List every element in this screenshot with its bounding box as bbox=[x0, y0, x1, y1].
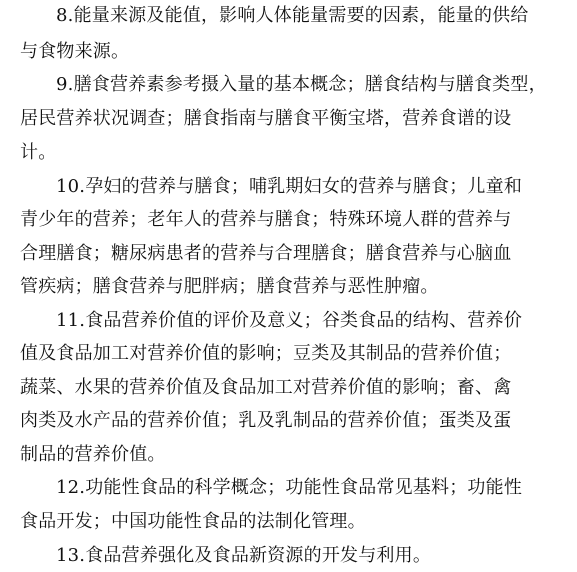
paragraph-8-line-1: 8.能量来源及能值，影响人体能量需要的因素，能量的供给 bbox=[56, 5, 529, 26]
paragraph-12-line-1: 12.功能性食品的科学概念；功能性食品常见基料；功能性 bbox=[56, 477, 523, 498]
paragraph-10-line-4: 管疾病；膳食营养与肥胖病；膳食营养与恶性肿瘤。 bbox=[20, 276, 439, 297]
paragraph-8-line-2: 与食物来源。 bbox=[20, 41, 130, 62]
paragraph-11-line-4: 肉类及水产品的营养价值；乳及乳制品的营养价值；蛋类及蛋 bbox=[20, 410, 512, 431]
paragraph-9-line-1: 9.膳食营养素参考摄入量的基本概念；膳食结构与膳食类型， bbox=[56, 74, 547, 95]
paragraph-9-line-2: 居民营养状况调查；膳食指南与膳食平衡宝塔，营养食谱的设 bbox=[20, 108, 512, 129]
paragraph-11-line-5: 制品的营养价值。 bbox=[20, 444, 166, 465]
paragraph-10-line-1: 10.孕妇的营养与膳食；哺乳期妇女的营养与膳食；儿童和 bbox=[56, 176, 523, 197]
paragraph-12-line-2: 食品开发；中国功能性食品的法制化管理。 bbox=[20, 511, 366, 532]
paragraph-10-line-2: 青少年的营养；老年人的营养与膳食；特殊环境人群的营养与 bbox=[20, 209, 512, 230]
paragraph-11-line-1: 11.食品营养价值的评价及意义；谷类食品的结构、营养价 bbox=[56, 310, 523, 331]
paragraph-11-line-2: 值及食品加工对营养价值的影响；豆类及其制品的营养价值； bbox=[20, 343, 512, 364]
paragraph-13-line-1: 13.食品营养强化及食品新资源的开发与利用。 bbox=[56, 545, 432, 566]
paragraph-9-line-3: 计。 bbox=[20, 142, 57, 163]
paragraph-11-line-3: 蔬菜、水果的营养价值及食品加工对营养价值的影响；畜、禽 bbox=[20, 377, 512, 398]
paragraph-10-line-3: 合理膳食；糖尿病患者的营养与合理膳食；膳食营养与心脑血 bbox=[20, 243, 512, 264]
